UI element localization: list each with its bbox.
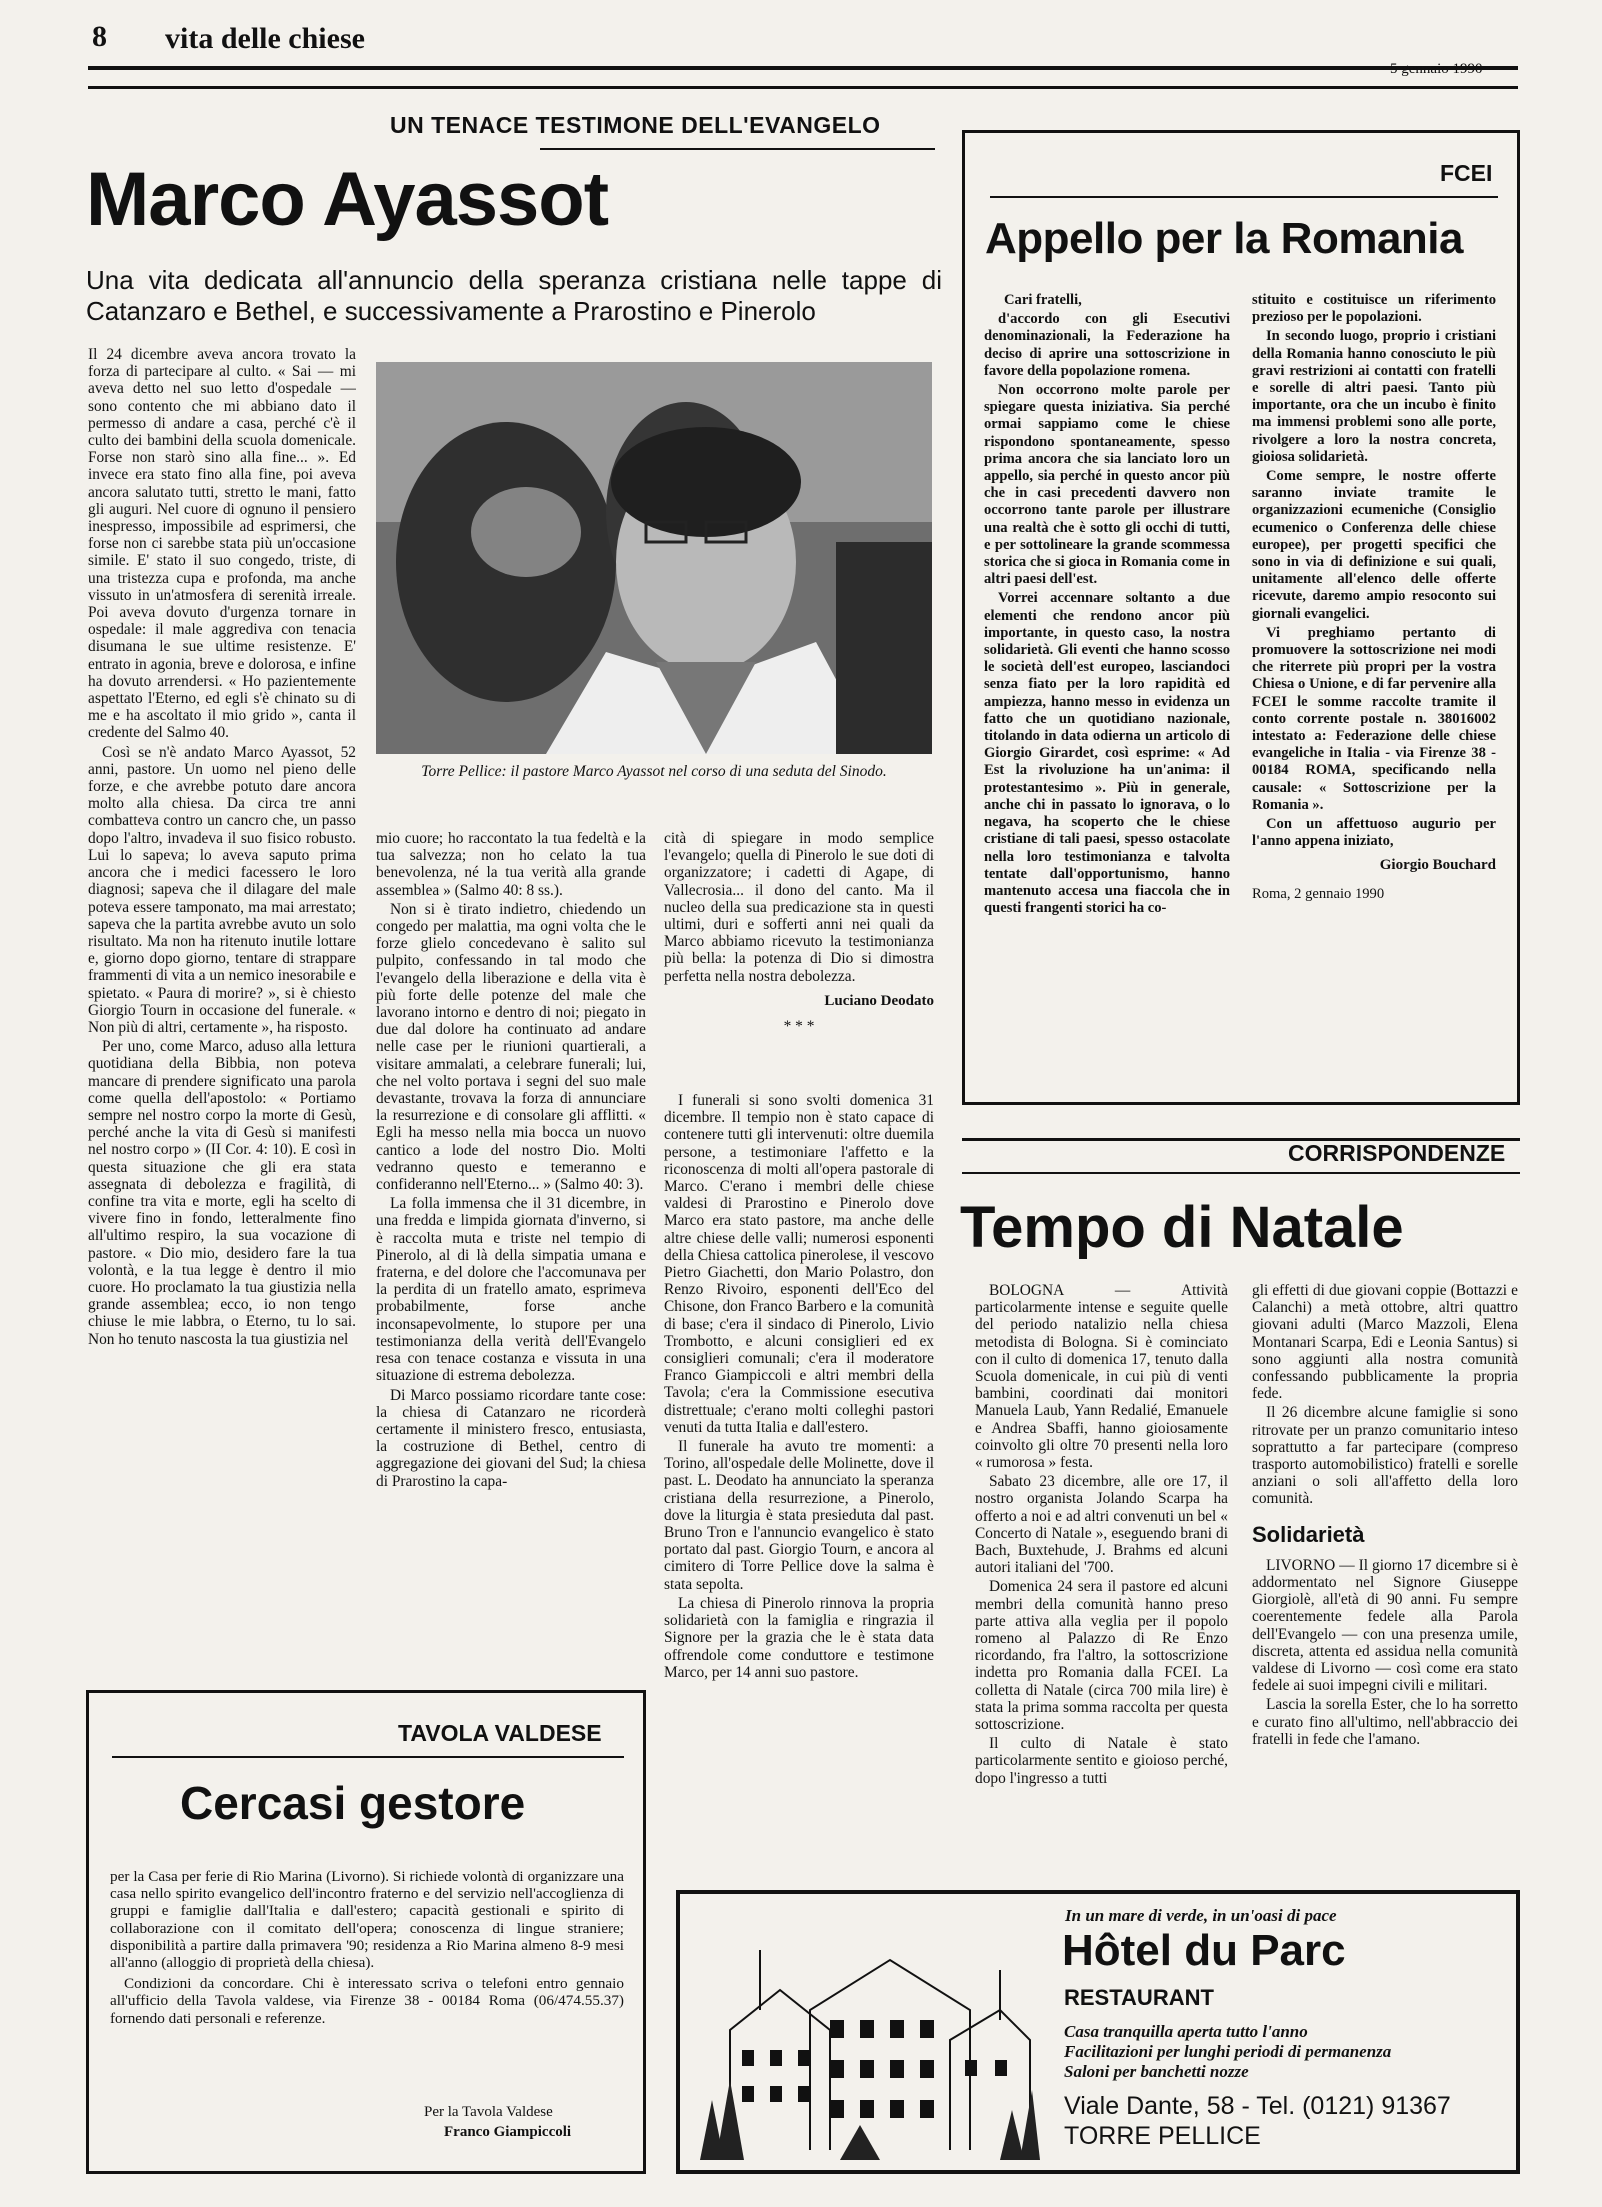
hotel-line-1: Casa tranquilla aperta tutto l'anno [1064,2022,1308,2041]
paragraph: Domenica 24 sera il pastore ed alcuni membri della comunità hanno preso parte attiva alla veglia per il popolo romeno al Palazzo di Re Enzo ricordando, fra l'altro, la sottoscrizione indetta pro Romania dalla FCEI. La colletta di Natale (circa 700 mila lire) è stata la prima somma raccolta per questa sottoscrizione. [975,1578,1228,1734]
paragraph: I funerali si sono svolti domenica 31 dicembre. Il tempio non è stato capace di contenere tutti gli intervenuti: oltre duemila persone, a testimoniare l'affetto e la riconoscenza di molti all'opera pastorale di Marco. C'erano i membri delle chiese valdesi di Prarostino e Pinerolo dove Marco era stato pastore, ma anche delle altre chiese delle valli; numerosi esponenti della Chiesa cattolica pinerolese, il vescovo Pietro Giachetti, don Mario Polastro, don Renzo Rivoiro, esponenti dell'Eco del Chisone, don Franco Barbero e la comunità di base; c'era il sindaco di Pinerolo, Livio Trombotto, e alcuni consiglieri ed ex consiglieri comunali; c'era il moderatore Franco Giampiccoli e altri membri della Tavola; c'era la Commissione esecutiva distrettuale; c'erano molti colleghi pastori venuti da tutta Italia e dall'estero. [664,1092,934,1436]
paragraph: La folla immensa che il 31 dicembre, in una fredda e limpida giornata d'inverno, si è raccolta muta e triste nel tempio di Pinerolo, al di là della simpatia umana e fraterna, e del dolore che l'accomunava per la perdita di un fratello amato, esprimeva probabilmente, forse anche inconsapevolmente, lo stupore per una testimonianza della verità dell'Evangelo resa con tenace costanza e vissuta in una situazione di estrema debolezza. [376,1195,646,1385]
tavola-title: Cercasi gestore [180,1777,526,1829]
hotel-restaurant: RESTAURANT [1064,1985,1214,2010]
ayassot-col-2 [376,830,646,1675]
hotel-city: TORRE PELLICE [1064,2122,1261,2150]
paragraph: Per uno, come Marco, aduso alla lettura quotidiana della Bibbia, non poteva mancare di prendere significato una parola come quella dell'apostolo: « Portiamo sempre nel nostro corpo la morte di Gesù, perché anche la vita di Gesù si manifesti nel nostro corpo » (II Cor. 4: 10). E così in questa situazione che gli era stata assegnata di debolezza e fragilità, di confine tra vita e morte, egli ha scelto di vivere fino in fondo, letteralmente fino all'ultimo respiro, la sua vocazione di pastore. « Dio mio, desidero fare la tua volontà, e la tua legge è dentro il mio cuore. Ho proclamato la tua giustizia nella grande assemblea; ecco, io non tengo chiuse le mie labbra, o Eterno, tu lo sai. Non ho tenuto nascosta la tua giustizia nel [88,1038,356,1348]
paragraph: Il 24 dicembre aveva ancora trovato la forza di partecipare al culto. « Sai — mi aveva detto nel suo letto d'ospedale — sono contento che mi abbiano dato il permesso di andare a casa, perché c'è il culto dei bambini della scuola domenicale. Forse non starò sino alla fine... ». Ed invece era stato fino alla fine, poi aveva ancora salutato tutti, stretto le mani, fatto gli auguri. Nel cuore di ognuno il pensiero inespresso, impossibile ad esprimersi, che forse non ci sarebbe stata più un'occasione simile. E' stato il suo congedo, triste, di una tristezza cupa e profonda, ma anche vissuto in un'atmosfera di serenità irreale. Poi aveva dovuto d'urgenza tornare in ospedale: il male aggrediva con tenacia disumana le sue ultime resistenze. E' entrato in agonia, breve e dolorosa, e infine ha dovuto arrendersi. « Ho pazientemente aspettato l'Eterno, ed egli s'è chinato su di me e ha ascoltato il mio grido », canta il credente del Salmo 40. [88,346,356,742]
article-subtitle: Una vita dedicata all'annuncio della speranza cristiana nelle tappe di Catanzaro e Bethel, e successivamente a Prarostino e Pinerolo [86,265,942,326]
hotel-illustration [700,1910,1040,2160]
page-number: 8 [92,20,107,53]
paragraph: gli effetti di due giovani coppie (Bottazzi e Calanchi) a metà ottobre, altri quattro giovani adulti (Marco Mazzoli, Elena Montanari Scarpa, Edi e Leonia Santus) si sono aggiunti alla nostra comunità confessando pubblicamente la propria fede. [1252,1282,1518,1403]
paragraph: Così se n'è andato Marco Ayassot, 52 anni, pastore. Un uomo nel pieno delle forze, e che avrebbe potuto dare ancora molto alla chiesa. Da circa tre anni combatteva contro un cancro che, un passo dopo l'altro, invadeva il suo fisico robusto. Lui lo sapeva; lo aveva saputo prima ancora che i medici facessero le loro diagnosi; sapeva che il dilagare del male poteva essere tamponato, ma mai arrestato; sapeva che la partita avrebbe avuto un solo risultato. Ma non ha ritenuto inutile lottare e, giorno dopo giorno, tentare di strappare frammenti di vita a un nemico inesorabile e spietato. « Paura di morire? », si è chiesto Giorgio Tourn in occasione del funerale. « Non più di altri, certamente », ha risposto. [88,743,356,1036]
corrispondenze-rule [962,1172,1520,1174]
tavola-body [110,1868,624,2029]
paragraph: mio cuore; ho raccontato la tua fedeltà e la tua salvezza; non ho celato la tua benevolenza, né la tua verità alla grande assemblea » (Salmo 40: 8 ss.). [376,830,646,899]
solidarieta-subhead: Solidarietà [1252,1521,1365,1547]
paragraph: La chiesa di Pinerolo rinnova la propria solidarietà con la famiglia e ringrazia il Signore per la grazia che le è stata data offrendole come conduttore e testimone Marco, per 14 anni suo pastore. [664,1594,934,1681]
tavola-kicker: TAVOLA VALDESE [398,1720,602,1746]
portrait-illustration [376,362,932,754]
natale-title: Tempo di Natale [960,1195,1404,1260]
paragraph: LIVORNO — Il giorno 17 dicembre si è addormentato nel Signore Giuseppe Giorgiolè, all'età di 90 anni. Fu sempre coerentemente fedele alla Parola dell'Evangelo — con una presenza umile, discreta, attenta ed assidua nella comunità valdese di Livorno — così come era stato fedele ai suoi impegni civili e militari. [1252,1556,1518,1695]
paragraph: Non si è tirato indietro, chiedendo un congedo per malattia, ma ogni volta che le forze glielo concedevano è salito sul pulpito, confessando in tal modo che l'evangelo della liberazione e della vita è più forte delle potenze del male che lavorano intorno e dentro di noi; piegato in due dal dolore ha continuato ad andare nelle case per le riunioni quartierali, a visitare ammalati, a celebrare funerali; lui, che nel volto portava i segni del suo male devastante, trovava la forza di annunciare la resurrezione e di consolare gli afflitti. « Egli ha messo nella mia bocca un nuovo cantico a lode del nostro Dio. Molti vedranno questo e temeranno e confideranno nell'Eterno... » (Salmo 40: 3). [376,900,646,1194]
tavola-sign-line-1: Per la Tavola Valdese [424,2104,553,2120]
tavola-rule [112,1756,624,1758]
paragraph: BOLOGNA — Attività particolarmente intense e seguite quelle del periodo natalizio nella chiesa metodista di Bologna. Si è cominciato con il culto di domenica 17, tenuto dalla Scuola domenicale, in cui più di venti bambini, coordinati dai monitori Manuela Laub, Yann Redalié, Emanuele e Andrea Sbaffi, hanno gioiosamente coinvolto gli oltre 70 presenti nella loro « rumorosa » festa. [975,1282,1228,1472]
ayassot-col-3b [664,1092,934,1872]
tavola-sign-line-2: Franco Giampiccoli [444,2124,572,2140]
salutation: Cari fratelli, [1004,292,1082,308]
hotel-line-2: Facilitazioni per lunghi periodi di permanenza [1064,2042,1392,2061]
hotel-building-icon [700,1910,1040,2160]
paragraph: stituito e costituisce un riferimento prezioso per le popolazioni. [1252,292,1496,326]
issue-date: 5 gennaio 1990 [1390,61,1483,77]
corrispondenze-kicker: CORRISPONDENZE [1288,1140,1506,1166]
hotel-line-3: Saloni per banchetti nozze [1064,2062,1249,2081]
article-kicker: UN TENACE TESTIMONE DELL'EVANGELO [390,112,881,138]
paragraph: In secondo luogo, proprio i cristiani della Romania hanno conosciuto le più gravi restrizioni ai contatti con fratelli e sorelle di altri paesi. Tanto più importante, ora che un incubo è finito ma immensi problemi sono alle porte, rivolgere a loro la nostra concreta, gioiosa solidarietà. [1252,328,1496,465]
photo-caption: Torre Pellice: il pastore Marco Ayassot nel corso di una seduta del Sinodo. [421,763,887,780]
hotel-address: Viale Dante, 58 - Tel. (0121) 91367 [1064,2092,1451,2120]
paragraph: Vi preghiamo pertanto di promuovere la sottoscrizione nei modi che riterrete più propri per la vostra Chiesa o Unione, e di far pervenire alla FCEI le somme raccolte tramite il conto corrente postale n. 38016002 intestato a: Federazione delle chiese evangeliche in Italia - via Firenze 38 - 00184 ROMA, specificando nella causale: « Sottoscrizione per la Romania ». [1252,624,1496,813]
paragraph: Sabato 23 dicembre, alle ore 17, il nostro organista Jolando Scarpa ha offerto a noi e ad altri convenuti un bel « Concerto di Natale », eseguendo brani di Bach, Buxtehude, J. Brahms ed alcuni autori italiani del '700. [975,1473,1228,1577]
paragraph: d'accordo con gli Esecutivi denominazionali, la Federazione ha deciso di aprire una sottoscrizione in favore della popolazione romena. [984,311,1230,379]
paragraph: Con un affettuoso augurio per l'anno appena iniziato, [1252,816,1496,850]
fcei-signature: Giorgio Bouchard [1379,856,1496,873]
paragraph: Vorrei accennare soltanto a due elementi che rendono ancor più importante, in questo caso, la nostra solidarietà. Gli eventi che hanno scosso le società dell'est europeo, lasciandoci senza fiato per la loro rapidità ed ampiezza, hanno messo in evidenza un fatto che un quotidiano nazionale, titolando in data odierna un articolo di Giorgio Girardet, così esprime: « Ad Est la rivoluzione ha un'anima: il protestantesimo ». Più in generale, anche chi in passato lo ignorava, o lo negava, ha scoperto che le chiese cristiane di tali paesi, spesso ostacolate nella loro testimonianza e talvolta tentate dall'opportunismo, hanno mantenuto accesa una fiaccola che in questi frangenti storici ha co- [984,590,1230,917]
paragraph: Il culto di Natale è stato particolarmente sentito e gioioso perché, dopo l'ingresso a tutti [975,1735,1228,1787]
ayassot-col-1 [88,346,356,1676]
fcei-rule [990,196,1498,198]
paragraph: Non occorrono molte parole per spiegare questa iniziativa. Sia perché ormai sappiamo come le chiese rispondono spontaneamente, spesso prima ancora che sia lanciato loro un appello, sia perché in questo ancor più che in casi precedenti davvero non occorrono tante parole per illustrare una realtà che è sotto gli occhi di tutti, e per sottolineare la grande scommessa storica che si gioca in Romania come in altri paesi dell'est. [984,382,1230,588]
article-title: Marco Ayassot [86,157,609,242]
paragraph: per la Casa per ferie di Rio Marina (Livorno). Si richiede volontà di organizzare una casa nello spirito evangelico dell'incontro fraterno e del servizio nell'accoglienza di gruppi e famiglie dall'Italia e dall'estero; capacità gestionali e spirito di collaborazione con il comitato dell'opera; conoscenza di lingue straniere; disponibilità a partire dalla primavera '90; residenza a Rio Marina almeno 8-9 mesi all'anno (alloggio di proprietà della chiesa). [110,1868,624,1972]
fcei-col-2 [1252,292,1496,903]
ayassot-col-3 [664,830,934,1041]
natale-col-1 [975,1282,1228,1872]
paragraph: Lascia la sorella Ester, che lo ha sorretto e curato fino all'ultimo, nell'abbraccio dei fratelli in fede che l'amano. [1252,1696,1518,1748]
paragraph: Il 26 dicembre alcune famiglie si sono ritrovate per un pranzo comunitario inteso soprattutto a far partecipare (compreso trasporto automobilistico) fratelli e sorelle anziani o soli all'affetto della loro comunità. [1252,1404,1518,1508]
paragraph: Come sempre, le nostre offerte saranno inviate tramite le organizzazioni ecumeniche (Consiglio ecumenico o Conferenza delle chiese europee), per progetti specifici che sono in via di definizione e sui quali, unitamente all'elenco delle offerte ricevute, daremo ampio resoconto sui giornali evangelici. [1252,468,1496,622]
masthead-rule [88,66,1518,70]
fcei-col-1 [984,292,1230,1082]
hotel-name: Hôtel du Parc [1062,1926,1346,1975]
hotel-tagline: In un mare di verde, in un'oasi di pace [1065,1906,1337,1925]
masthead-rule-2 [88,86,1518,89]
article-signature: Luciano Deodato [824,992,934,1009]
fcei-kicker: FCEI [1440,160,1493,186]
fcei-dateline: Roma, 2 gennaio 1990 [1252,885,1385,902]
portrait-photo [376,362,932,754]
section-title: vita delle chiese [165,22,365,55]
paragraph: cità di spiegare in modo semplice l'evangelo; quella di Pinerolo le sue doti di organizzatore; i cadetti di Agape, di Vallecrosia... il dono del canto. Ma il nucleo della sua predicazione sta in questi ultimi, duri e sofferti anni nei quali da Marco abbiamo ricevuto la testimonianza più bella: la potenza di Dio si dimostra perfetta nella nostra debolezza. [664,830,934,985]
paragraph: Condizioni da concordare. Chi è interessato scriva o telefoni entro gennaio all'ufficio della Tavola valdese, via Firenze 38 - 00184 Roma (06/474.55.37) fornendo dati personali e referenze. [110,1975,624,2027]
paragraph: Il funerale ha avuto tre momenti: a Torino, all'ospedale delle Molinette, dove il past. L. Deodato ha annunciato la speranza cristiana della resurrezione, a Pinerolo, dove la liturgia è stata presieduta dal past. Bruno Tron e l'annuncio evangelico è stato portato dal past. Giorgio Tourn, e ancora al cimitero di Torre Pellice dove la salma è stata sepolta. [664,1438,934,1593]
separator-stars: * * * [783,1018,815,1036]
paragraph: Di Marco possiamo ricordare tante cose: la chiesa di Catanzaro ne ricorderà certamente il ministero fresco, entusiasta, la costruzione di Bethel, centro di aggregazione dei giovani del Sud; la chiesa di Prarostino la capa- [376,1386,646,1490]
natale-col-2 [1252,1282,1518,1750]
fcei-title: Appello per la Romania [985,214,1463,263]
kicker-rule [540,148,935,150]
